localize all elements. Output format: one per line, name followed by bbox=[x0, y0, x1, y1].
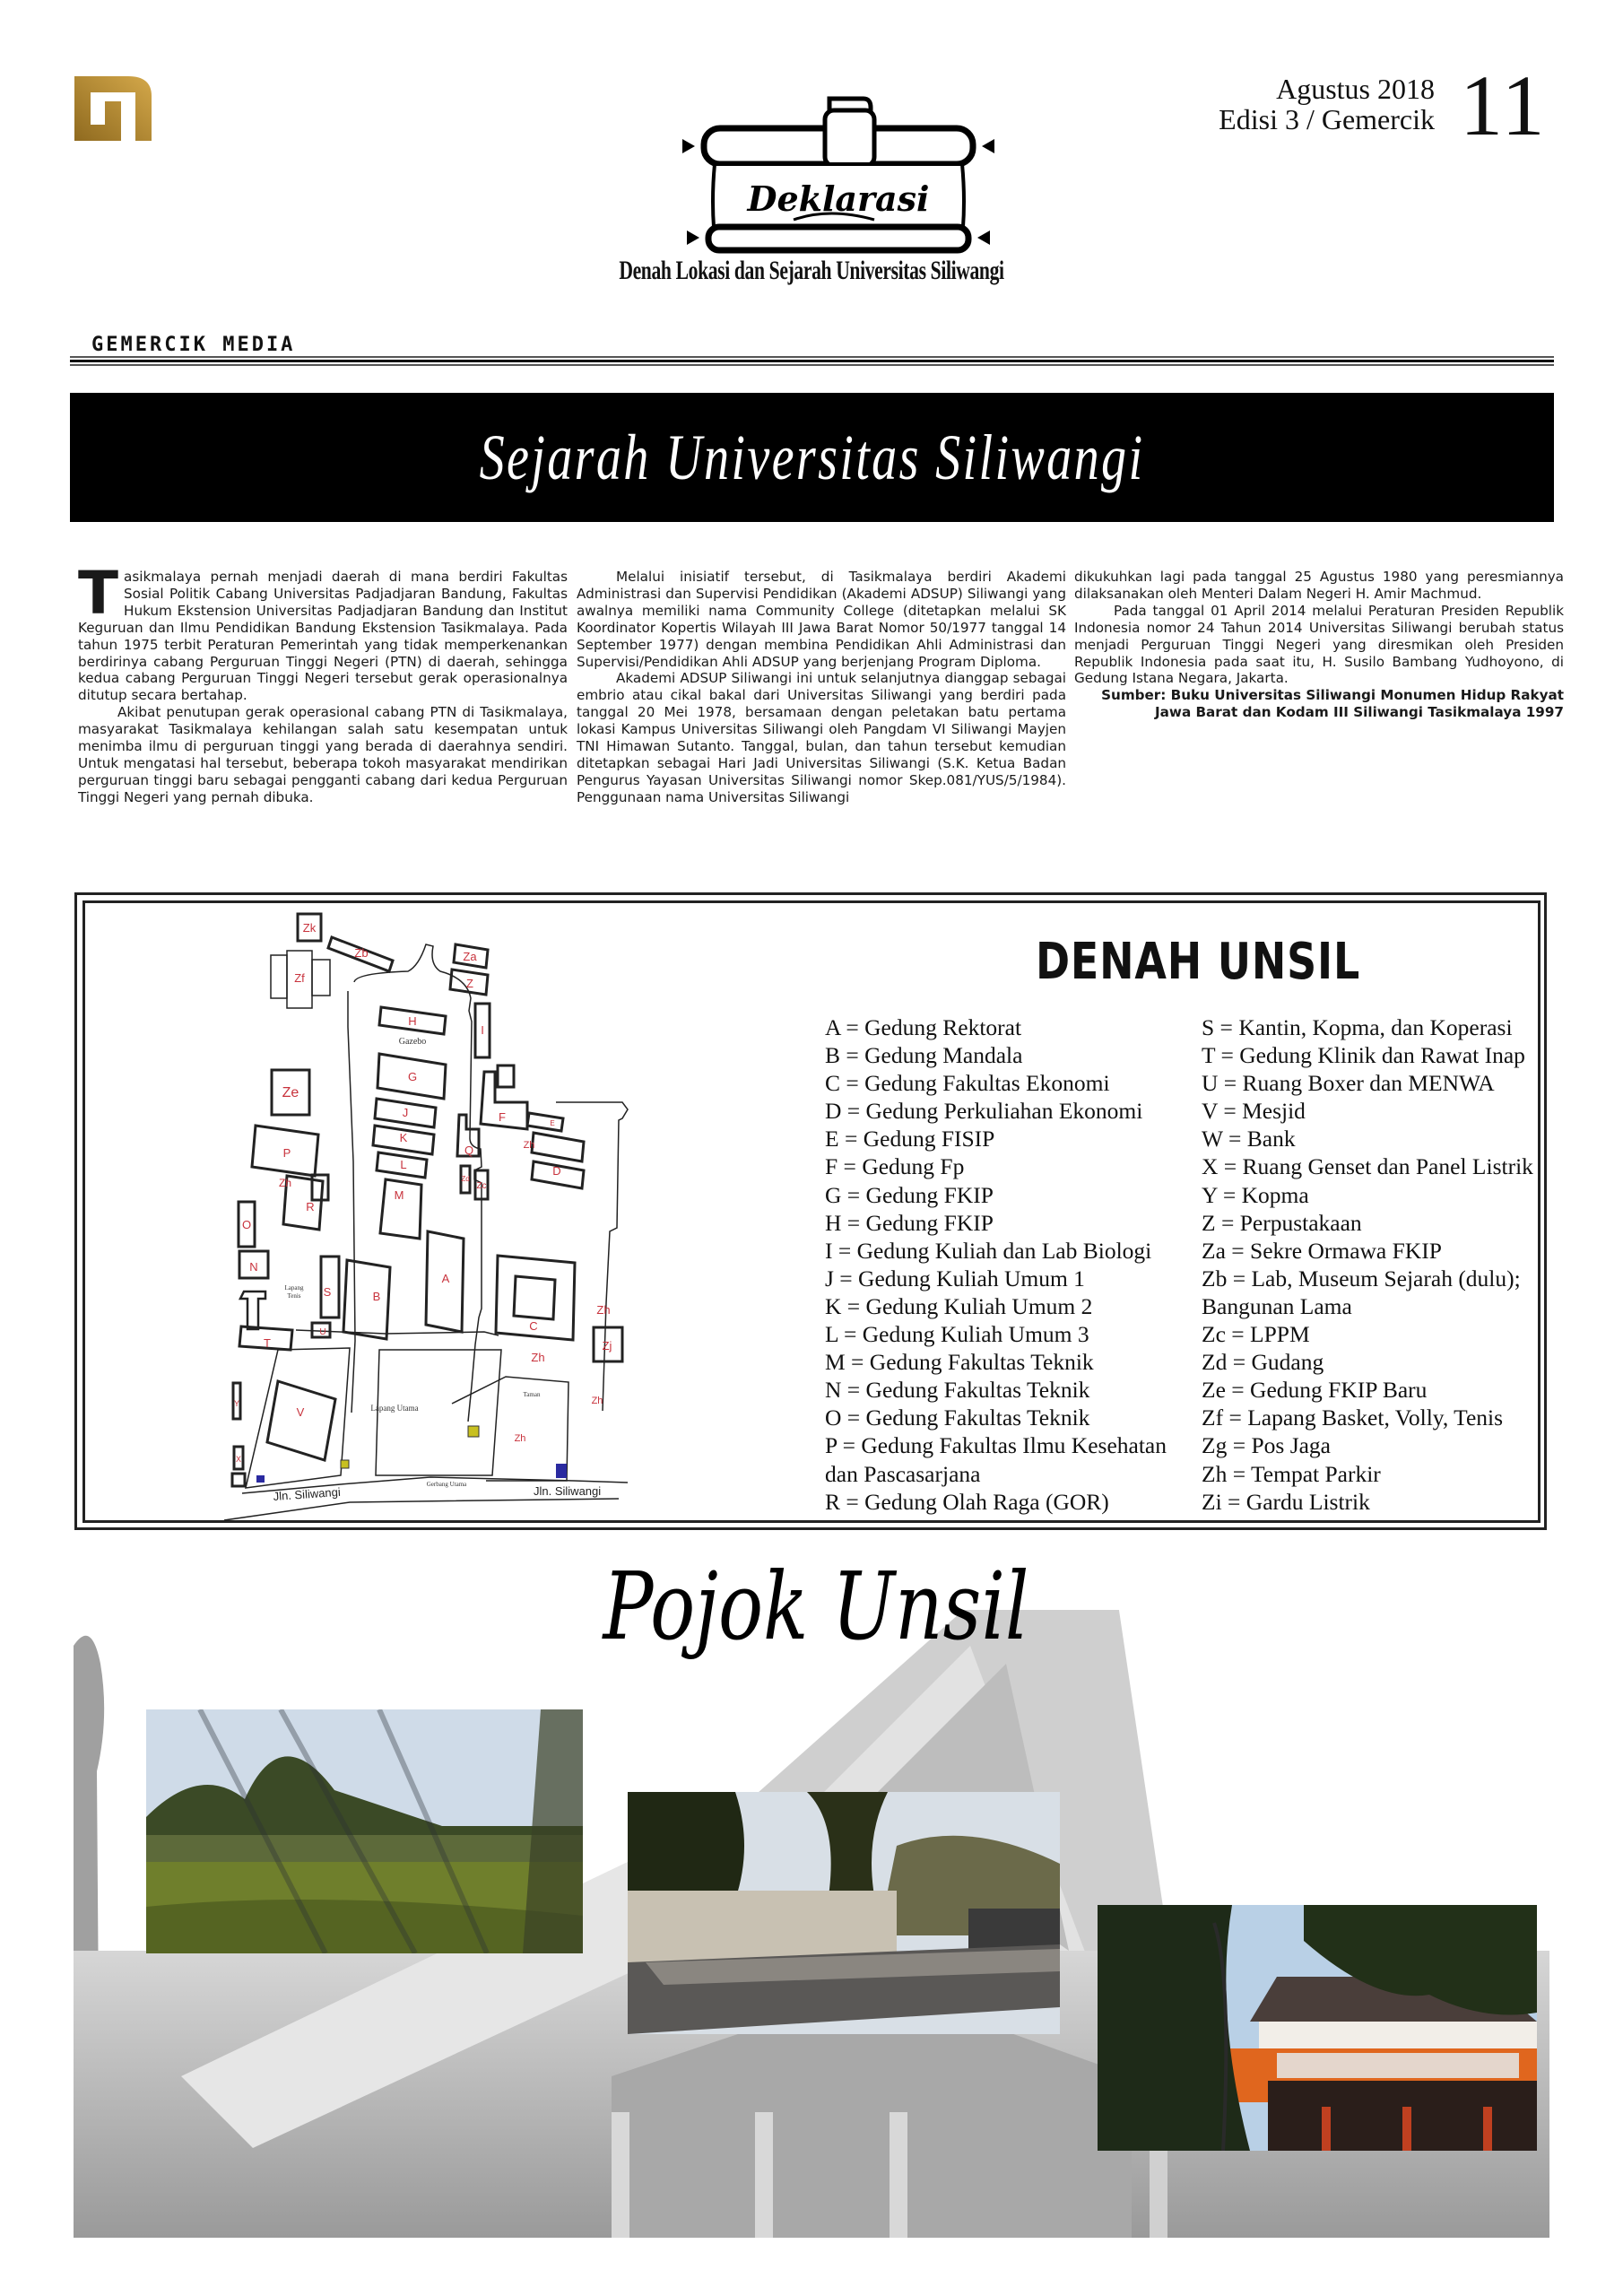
issue-edition: Edisi 3 / Gemercik bbox=[1219, 103, 1435, 135]
denah-title: DENAH UNSIL bbox=[1036, 933, 1361, 991]
legend-item: U = Ruang Boxer dan MENWA bbox=[1202, 1070, 1495, 1097]
pojok-title: Pojok Unsil bbox=[603, 1552, 1029, 1661]
svg-text:Jln. Siliwangi: Jln. Siliwangi bbox=[534, 1484, 602, 1498]
svg-text:M: M bbox=[394, 1188, 404, 1202]
svg-text:Y: Y bbox=[233, 1399, 240, 1408]
svg-text:Ze: Ze bbox=[282, 1085, 299, 1100]
article-column-2 bbox=[577, 569, 1066, 806]
svg-text:U: U bbox=[319, 1327, 326, 1337]
svg-text:E: E bbox=[550, 1119, 555, 1127]
legend-item: N = Gedung Fakultas Teknik bbox=[825, 1377, 1090, 1404]
legend-item: J = Gedung Kuliah Umum 1 bbox=[825, 1265, 1085, 1292]
legend-item: X = Ruang Genset dan Panel Listrik bbox=[1202, 1153, 1533, 1180]
legend-item: M = Gedung Fakultas Teknik bbox=[825, 1349, 1094, 1376]
legend-item: Za = Sekre Ormawa FKIP bbox=[1202, 1237, 1442, 1264]
legend-item: Zc = LPPM bbox=[1202, 1321, 1310, 1348]
legend-item: V = Mesjid bbox=[1202, 1098, 1306, 1125]
svg-text:Gazebo: Gazebo bbox=[398, 1037, 427, 1047]
legend-item: F = Gedung Fp bbox=[825, 1153, 965, 1180]
svg-text:A: A bbox=[441, 1272, 450, 1285]
legend-item: L = Gedung Kuliah Umum 3 bbox=[825, 1321, 1089, 1348]
svg-text:F: F bbox=[499, 1110, 506, 1124]
article-column-3 bbox=[1074, 569, 1564, 721]
svg-text:R: R bbox=[306, 1200, 315, 1213]
svg-text:V: V bbox=[296, 1405, 305, 1419]
svg-text:G: G bbox=[407, 1070, 418, 1083]
svg-text:I: I bbox=[481, 1023, 484, 1037]
legend-item: P = Gedung Fakultas Ilmu Kesehatan bbox=[825, 1432, 1167, 1459]
legend-item: O = Gedung Fakultas Teknik bbox=[825, 1405, 1090, 1431]
paragraph: Akademi ADSUP Siliwangi ini untuk selanjutnya dianggap sebagai embrio atau cikal bakal dari Universitas Siliwangi yang berdiri pada tanggal 20 Mei 1978, bersamaan dengan peletakan batu pertama lokasi Kampus Universitas Siliwangi oleh Pangdam VI Siliwangi Mayjen TNI Himawan Sutanto. Tanggal, bulan, dan tahun tersebut kemudian ditetapkan sebagai Hari Jadi Universitas Siliwangi (S.K. Ketua Badan Pengurus Yayasan Universitas Siliwangi nomor Skep.081/YUS/5/1984). Penggunaan nama Universitas Siliwangi bbox=[577, 670, 1066, 805]
legend-right bbox=[1202, 1013, 1533, 1516]
svg-text:Zh: Zh bbox=[514, 1433, 526, 1444]
svg-text:Q: Q bbox=[464, 1144, 474, 1157]
svg-text:T: T bbox=[264, 1336, 271, 1350]
legend-item: Bangunan Lama bbox=[1202, 1292, 1352, 1319]
paragraph: Pada tanggal 01 April 2014 melalui Peraturan Presiden Republik Indonesia nomor 24 Tahun 2014 Universitas Siliwangi berubah status menjadi Perguruan Tinggi Negeri yang diresmikan oleh Presiden Republik Indonesia pada saat itu, H. Susilo Bambang Yudhoyono, di Gedung Istana Negara, Jakarta. bbox=[1074, 602, 1564, 687]
legend-item: S = Kantin, Kopma, dan Koperasi bbox=[1202, 1014, 1513, 1040]
legend-item: Zb = Lab, Museum Sejarah (dulu); bbox=[1202, 1265, 1521, 1292]
svg-text:O: O bbox=[241, 1218, 252, 1231]
legend-item: C = Gedung Fakultas Ekonomi bbox=[825, 1070, 1110, 1097]
legend-item: A = Gedung Rektorat bbox=[825, 1014, 1022, 1040]
brand-name: GEMERCIK MEDIA bbox=[91, 334, 296, 356]
header-rule bbox=[70, 364, 1554, 366]
svg-text:Lapang: Lapang bbox=[284, 1284, 304, 1292]
legend-item: G = Gedung FKIP bbox=[825, 1181, 994, 1208]
banner-title: Sejarah Universitas Siliwangi bbox=[479, 421, 1145, 493]
legend-item: I = Gedung Kuliah dan Lab Biologi bbox=[825, 1237, 1152, 1264]
svg-text:Zh: Zh bbox=[278, 1177, 292, 1189]
legend-item: T = Gedung Klinik dan Rawat Inap bbox=[1202, 1042, 1525, 1069]
svg-text:Gerbang Utama: Gerbang Utama bbox=[426, 1481, 467, 1488]
svg-text:Jln. Siliwangi: Jln. Siliwangi bbox=[273, 1484, 342, 1503]
photo-orange-building bbox=[1098, 1905, 1537, 2151]
svg-text:K: K bbox=[399, 1131, 408, 1144]
paragraph: asikmalaya pernah menjadi daerah di mana berdiri Fakultas Sosial Politik Cabang Universitas Padjadjaran Bandung, Fakultas Hukum Ekstension Universitas Padjadjaran Bandung dan Institut Keguruan dan Ilmu Pendidikan Bandung Ekstension Tasikmalaya. Pada tahun 1975 terbit Peraturan Pemerintah yang tidak memperkenankan berdirinya cabang Perguruan Tinggi Negeri (PTN) di daerah, sehingga kedua cabang Perguruan Tinggi Negeri tersebut gerak operasionalnya ditutup secara bertahap. bbox=[78, 569, 568, 704]
svg-text:Za: Za bbox=[463, 950, 477, 963]
legend-item: D = Gedung Perkuliahan Ekonomi bbox=[825, 1098, 1143, 1125]
legend-item: Zf = Lapang Basket, Volly, Tenis bbox=[1202, 1405, 1504, 1431]
svg-text:Z: Z bbox=[466, 977, 473, 990]
issue-date: Agustus 2018 bbox=[1276, 73, 1435, 105]
svg-text:Zh: Zh bbox=[596, 1303, 611, 1317]
svg-text:Zk: Zk bbox=[302, 921, 317, 935]
svg-text:P: P bbox=[282, 1146, 291, 1160]
svg-text:Zd: Zd bbox=[461, 1175, 470, 1183]
svg-text:N: N bbox=[249, 1260, 258, 1274]
svg-text:Lapang Utama: Lapang Utama bbox=[370, 1404, 419, 1413]
svg-text:Zh: Zh bbox=[591, 1396, 603, 1406]
svg-text:Taman: Taman bbox=[523, 1391, 541, 1398]
page-subtitle: Denah Lokasi dan Sejarah Universitas Siliwangi bbox=[619, 256, 1004, 285]
legend-item: Zg = Pos Jaga bbox=[1202, 1432, 1331, 1459]
paragraph: Akibat penutupan gerak operasional cabang PTN di Tasikmalaya, masyarakat Tasikmalaya kehilangan salah satu kesempatan untuk menimba ilmu di perguruan tinggi yang berada di daerahnya sendiri. Untuk mengatasi hal tersebut, beberapa tokoh masyarakat mendirikan perguruan tinggi baru sebagai pengganti cabang dari kedua Perguruan Tinggi Negeri yang pernah dibuka. bbox=[78, 704, 568, 805]
photo-field bbox=[146, 1709, 583, 1953]
svg-text:Zh: Zh bbox=[531, 1351, 545, 1364]
section-banner bbox=[70, 393, 1554, 522]
svg-text:L: L bbox=[400, 1158, 407, 1171]
legend-left bbox=[825, 1013, 1167, 1516]
svg-text:Zc: Zc bbox=[476, 1181, 487, 1191]
legend-item: K = Gedung Kuliah Umum 2 bbox=[825, 1292, 1093, 1319]
svg-text:H: H bbox=[408, 1014, 417, 1028]
page-number: 11 bbox=[1460, 57, 1547, 153]
svg-text:Zj: Zj bbox=[602, 1339, 612, 1352]
deklarasi-scroll-icon bbox=[659, 94, 1018, 256]
campus-map bbox=[215, 901, 650, 1520]
drop-cap: T bbox=[78, 559, 119, 628]
legend-item: H = Gedung FKIP bbox=[825, 1209, 994, 1236]
gemercik-logo-icon bbox=[74, 76, 152, 141]
svg-text:C: C bbox=[529, 1319, 538, 1333]
header-rule bbox=[70, 356, 1554, 358]
legend-item: Y = Kopma bbox=[1202, 1181, 1309, 1208]
svg-text:Zh: Zh bbox=[523, 1140, 535, 1151]
svg-text:X: X bbox=[235, 1455, 242, 1464]
svg-text:J: J bbox=[402, 1106, 409, 1119]
legend-item: E = Gedung FISIP bbox=[825, 1126, 995, 1152]
article-column-1 bbox=[78, 559, 568, 806]
paragraph: dikukuhkan lagi pada tanggal 25 Agustus 1980 yang peresmiannya dilaksanakan oleh Menteri Dalam Negeri H. Amir Machmud. bbox=[1074, 569, 1564, 602]
legend-item: Zi = Gardu Listrik bbox=[1202, 1488, 1370, 1515]
legend-item: Zh = Tempat Parkir bbox=[1202, 1460, 1381, 1487]
legend-item: R = Gedung Olah Raga (GOR) bbox=[825, 1488, 1109, 1515]
legend-item: Z = Perpustakaan bbox=[1202, 1209, 1362, 1236]
legend-item: Zd = Gudang bbox=[1202, 1349, 1324, 1376]
issue-info bbox=[1219, 74, 1435, 135]
header-rule bbox=[70, 360, 1554, 362]
scroll-label: Deklarasi bbox=[747, 178, 930, 219]
legend-item: B = Gedung Mandala bbox=[825, 1042, 1023, 1069]
svg-text:B: B bbox=[372, 1290, 381, 1303]
legend-item: Ze = Gedung FKIP Baru bbox=[1202, 1377, 1428, 1404]
svg-text:S: S bbox=[323, 1285, 332, 1299]
article-source: Sumber: Buku Universitas Siliwangi Monumen Hidup Rakyat Jawa Barat dan Kodam III Siliwangi Tasikmalaya 1997 bbox=[1101, 687, 1564, 721]
legend-item: W = Bank bbox=[1202, 1126, 1296, 1152]
svg-text:Tenis: Tenis bbox=[287, 1292, 301, 1300]
photo-courtyard bbox=[628, 1792, 1060, 2034]
svg-text:Zb: Zb bbox=[354, 946, 369, 960]
legend-item: dan Pascasarjana bbox=[825, 1460, 981, 1487]
svg-text:Zf: Zf bbox=[294, 971, 305, 985]
svg-text:D: D bbox=[552, 1164, 561, 1178]
paragraph: Melalui inisiatif tersebut, di Tasikmalaya berdiri Akademi Administrasi dan Supervisi Pendidikan (Akademi ADSUP) Siliwangi yang awalnya memiliki nama Community College (ditetapkan melalui SK Koordinator Kopertis Wilayah III Jawa Barat Nomor 50/1977 tanggal 14 September 1977) dengan membina Pendidikan Ahli Administrasi dan Supervisi/Pendidikan Ahli ADSUP yang berjenjang Program Diploma. bbox=[577, 569, 1066, 670]
